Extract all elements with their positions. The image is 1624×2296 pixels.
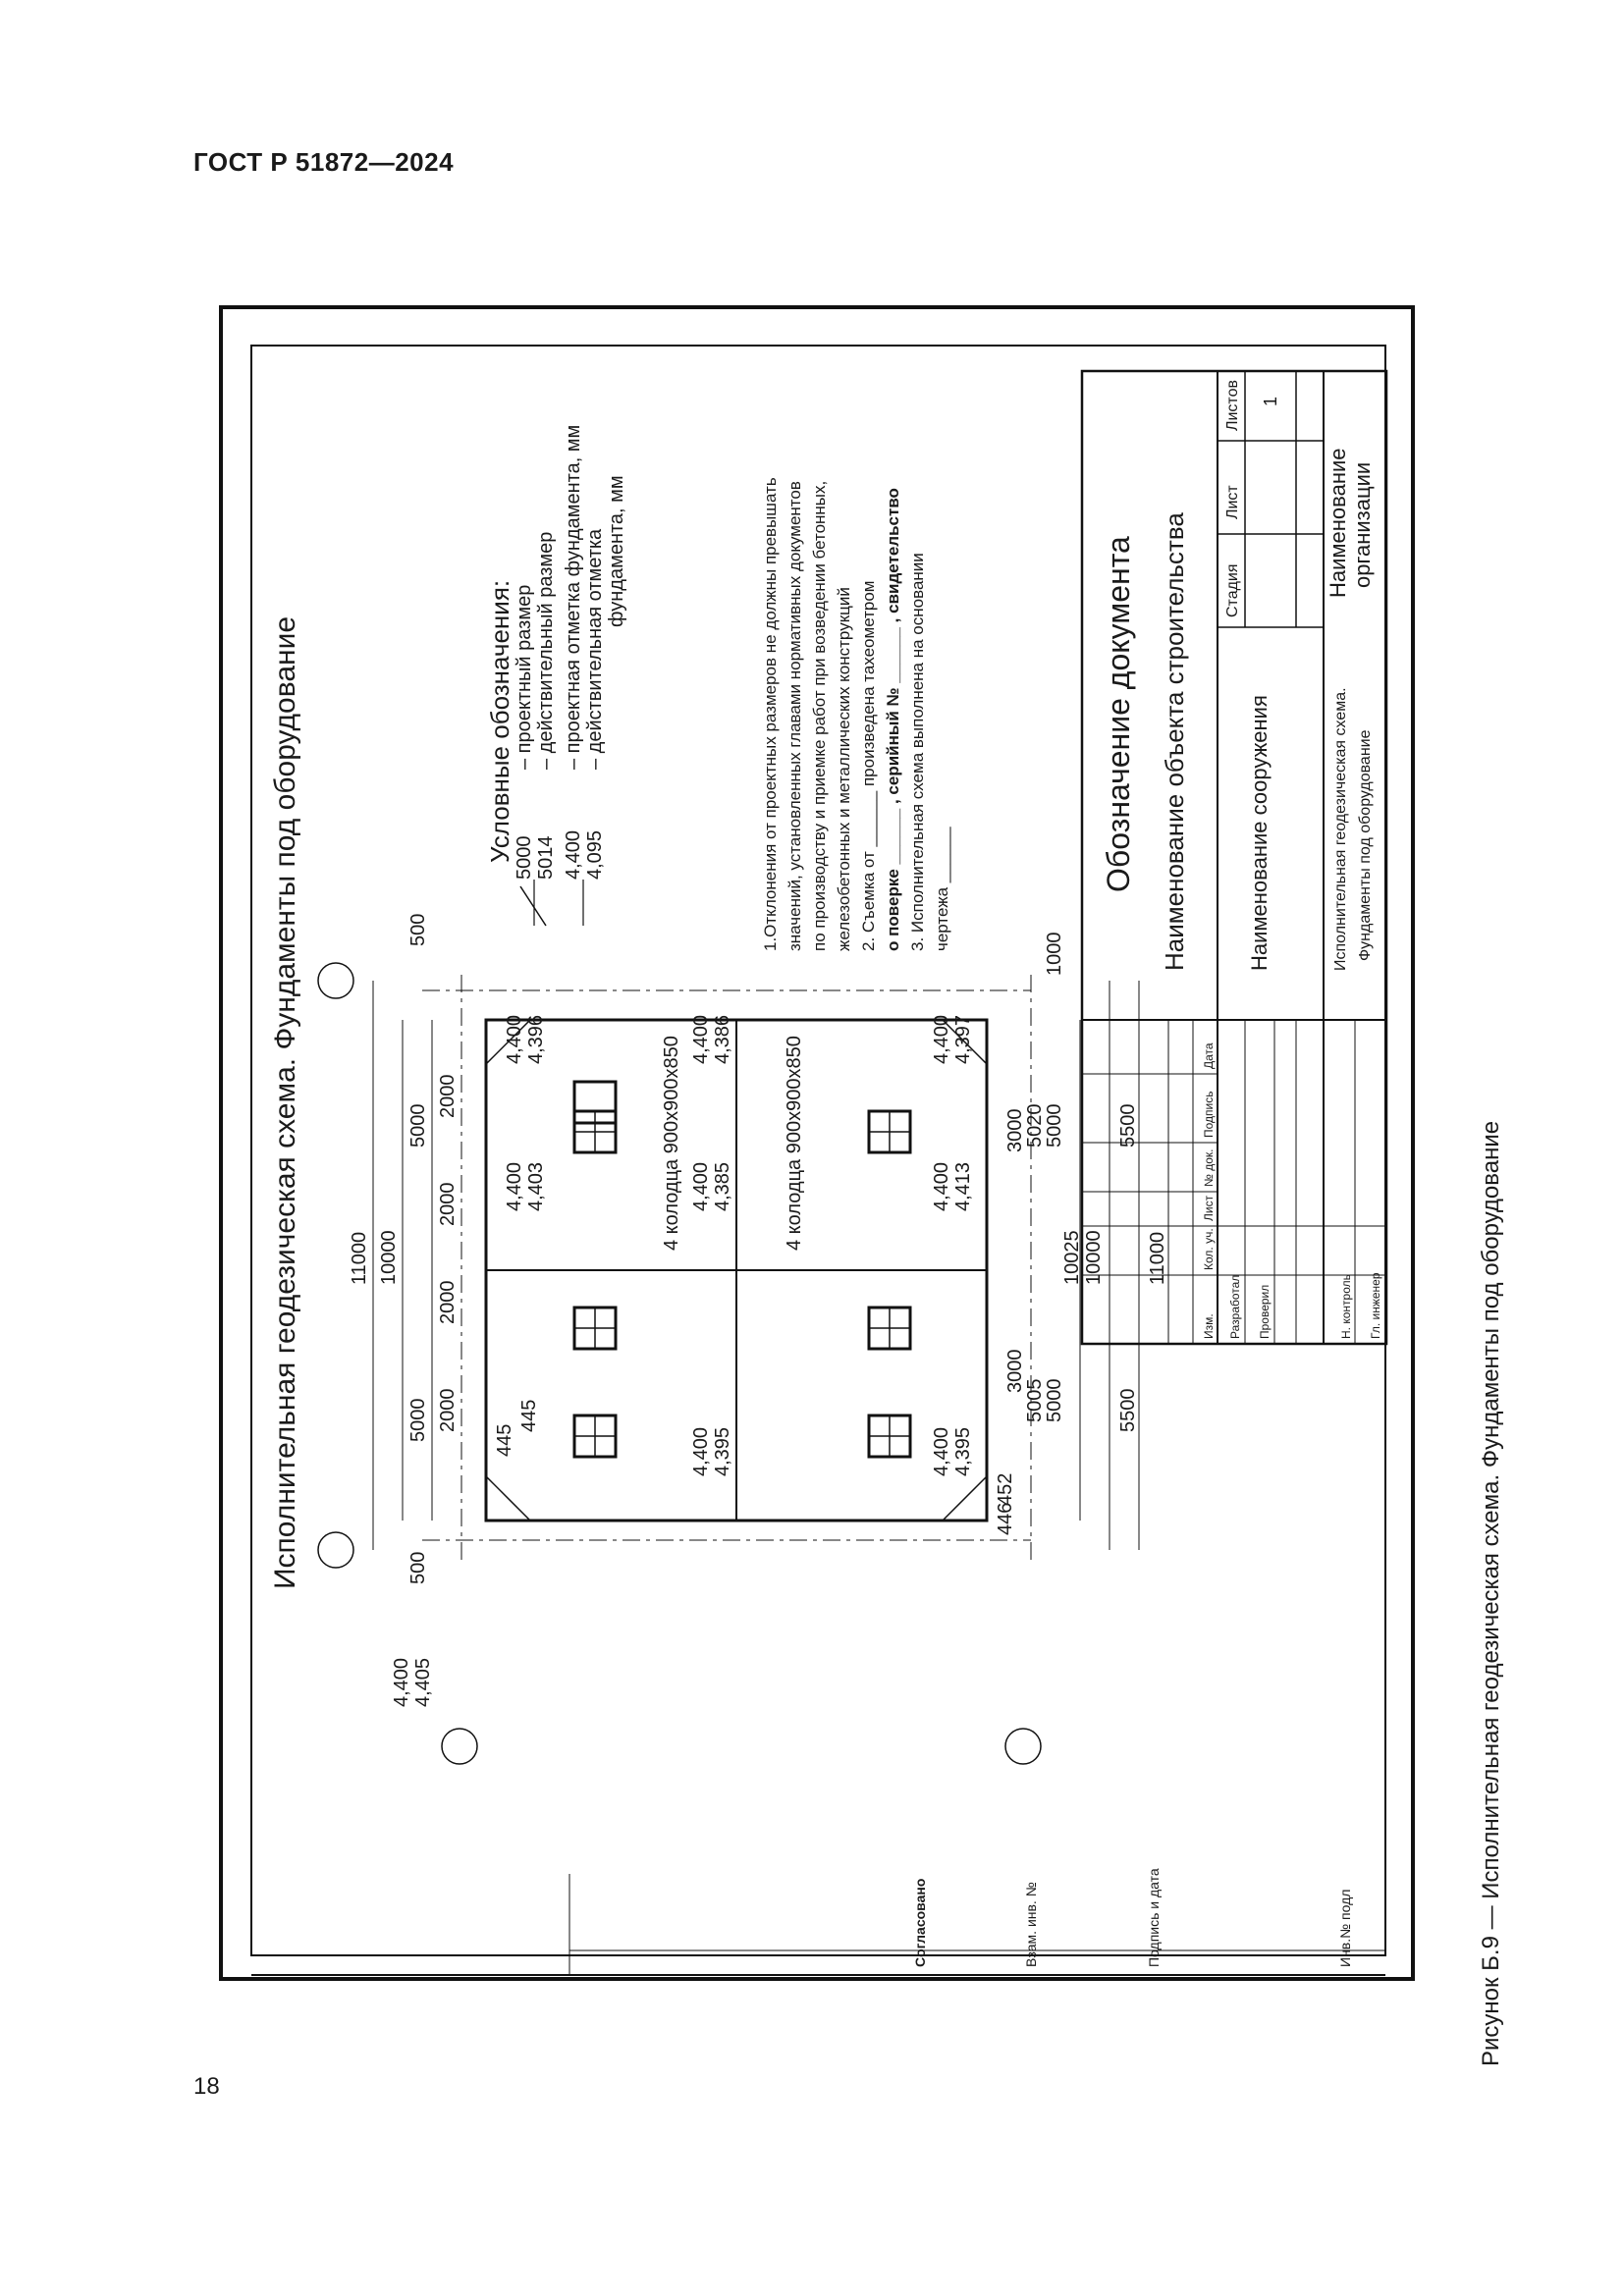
drawing-title: Исполнительная геодезическая схема. Фундаменты под оборудование — [269, 615, 301, 1589]
legend-list — [514, 425, 627, 926]
corner-elev-b: 4,405 — [412, 1657, 434, 1707]
top-dimensions — [349, 914, 540, 1584]
dim-top-5000a: 5000 — [407, 1398, 429, 1442]
tb-sheets: Листов — [1224, 380, 1241, 431]
side-stamp-text — [912, 1868, 1353, 1967]
elev-7a: 4,400 — [931, 1161, 952, 1211]
stamp-agreed: Согласовано — [912, 1878, 928, 1967]
dim-top-2000-3: 2000 — [437, 1182, 459, 1226]
tb-org-2: организации — [1350, 461, 1375, 588]
dim-bot-1000: 1000 — [1044, 932, 1065, 976]
dim-bot-5020: 5020 — [1024, 1103, 1046, 1148]
dim-445b: 445 — [518, 1399, 540, 1432]
dim-446: 446 — [995, 1502, 1016, 1535]
dim-bot-5005: 5005 — [1024, 1378, 1046, 1422]
stamp-inv-orig: Инв.№ подл — [1337, 1889, 1353, 1967]
note-line-3: по производству и приемке работ при возведении бетонных, — [810, 480, 829, 951]
tb-stage: Стадия — [1224, 563, 1241, 617]
legend-desc-actual-size: – действительный размер — [535, 531, 557, 770]
note-line-5: 2. Съемка от ______ произведена тахеометром — [859, 580, 878, 951]
dim-bot-10025: 10025 — [1061, 1230, 1083, 1285]
legend-sym-5014: 5014 — [535, 835, 557, 880]
elev-3a: 4,400 — [690, 1161, 712, 1211]
dim-top-500b: 500 — [407, 913, 429, 946]
tb-row-checked: Проверил — [1258, 1284, 1272, 1339]
stamp-inv-replace: Взам. инв. № — [1023, 1882, 1039, 1967]
document-code: ГОСТ Р 51872—2024 — [193, 147, 455, 177]
dim-445a: 445 — [494, 1423, 515, 1457]
tb-col-izm: Изм. — [1202, 1313, 1216, 1339]
dim-top-2000-1: 2000 — [437, 1388, 459, 1432]
legend-desc-proj-elev: – проектная отметка фундамента, мм — [563, 424, 584, 770]
figure-caption: Рисунок Б.9 — Исполнительная геодезическая схема. Фундаменты под оборудование — [1478, 1120, 1504, 2066]
elev-5a: 4,400 — [690, 1014, 712, 1064]
legend-desc-actual-elev: – действительная отметка — [584, 528, 606, 770]
elev-4b: 4,396 — [525, 1014, 547, 1064]
dim-bot-3000a: 3000 — [1004, 1349, 1026, 1393]
side-stamp — [251, 1874, 1385, 1975]
elev-8b: 4,397 — [952, 1014, 974, 1064]
dim-bot-5500b: 5500 — [1117, 1103, 1139, 1148]
tb-col-kol: Кол. уч. — [1202, 1228, 1216, 1270]
tb-col-list: Лист — [1202, 1195, 1216, 1221]
dim-bot-5000b: 5000 — [1044, 1103, 1065, 1148]
tb-object-name: Наименование объекта строительства — [1160, 512, 1189, 971]
wells-label-2: 4 колодца 900х900х850 — [784, 1036, 805, 1251]
dim-bot-5500a: 5500 — [1117, 1388, 1139, 1432]
dim-top-500a: 500 — [407, 1551, 429, 1584]
dim-top-10000: 10000 — [378, 1230, 400, 1285]
elev-6a: 4,400 — [931, 1426, 952, 1476]
dim-bot-3000b: 3000 — [1004, 1108, 1026, 1152]
rotated-drawing — [251, 371, 1386, 1975]
note-line-7: 3. Исполнительная схема выполнена на основании — [908, 553, 927, 951]
legend-heading: Условные обозначения: — [485, 579, 514, 863]
legend-sym-4400: 4,400 — [563, 829, 584, 880]
dim-top-2000-2: 2000 — [437, 1280, 459, 1324]
stamp-sign-date: Подпись и дата — [1146, 1868, 1162, 1967]
elev-2b: 4,403 — [525, 1161, 547, 1211]
dim-top-2000-4: 2000 — [437, 1074, 459, 1118]
dim-top-11000: 11000 — [349, 1231, 370, 1285]
note-line-2: значений, установленных главами нормативных документов — [785, 481, 804, 951]
dim-452: 452 — [995, 1472, 1016, 1506]
tb-col-date: Дата — [1202, 1042, 1216, 1069]
elev-1a: 4,400 — [690, 1426, 712, 1476]
tb-sheets-count: 1 — [1261, 396, 1280, 406]
elev-8a: 4,400 — [931, 1014, 952, 1064]
elev-6b: 4,395 — [952, 1426, 974, 1476]
elev-4a: 4,400 — [504, 1014, 525, 1064]
page-number: 18 — [193, 2073, 220, 2100]
dim-bot-5000a: 5000 — [1044, 1378, 1065, 1422]
title-block-text — [1101, 380, 1382, 1339]
note-line-4: железобетонных и металлических конструкций — [835, 587, 853, 951]
tb-structure-name: Наименование сооружения — [1247, 695, 1272, 971]
elev-1b: 4,395 — [712, 1426, 733, 1476]
elev-5b: 4,386 — [712, 1014, 733, 1064]
dim-bot-10000: 10000 — [1083, 1230, 1105, 1285]
tb-org-1: Наименование — [1326, 448, 1350, 598]
dim-bot-11000: 11000 — [1147, 1231, 1168, 1285]
corner-elev-a: 4,400 — [391, 1657, 412, 1707]
elev-3b: 4,385 — [712, 1161, 733, 1211]
tb-row-chief: Гл. инженер — [1369, 1272, 1382, 1339]
tb-row-ncontrol: Н. контроль — [1339, 1274, 1353, 1339]
tb-sheet-title-2: Фундаменты под оборудование — [1357, 729, 1374, 961]
legend-sym-4095: 4,095 — [584, 829, 606, 880]
legend-desc-elev-unit: фундамента, мм — [606, 475, 627, 627]
note-line-8: чертежа ______ — [933, 827, 951, 951]
wells-label-1: 4 колодца 900х900х850 — [661, 1036, 682, 1251]
tb-row-developed: Разработал — [1228, 1274, 1242, 1339]
note-line-6: о поверке ______ , серийный № ______ , свидетельство — [884, 488, 902, 951]
notes — [761, 477, 951, 951]
tb-col-sign: Подпись — [1202, 1091, 1216, 1138]
note-line-1: 1.Отклонения от проектных размеров не должны превышать — [761, 477, 780, 951]
elev-7b: 4,413 — [952, 1161, 974, 1211]
tb-col-doc: № док. — [1202, 1148, 1216, 1187]
legend-sym-5000: 5000 — [514, 835, 535, 880]
tb-sheet: Лист — [1224, 485, 1241, 519]
legend-desc-proj-size: – проектный размер — [514, 584, 535, 770]
tb-sheet-title-1: Исполнительная геодезическая схема. — [1332, 687, 1349, 971]
tb-doc-designation: Обозначение документа — [1101, 536, 1136, 892]
elev-2a: 4,400 — [504, 1161, 525, 1211]
dim-top-5000b: 5000 — [407, 1103, 429, 1148]
